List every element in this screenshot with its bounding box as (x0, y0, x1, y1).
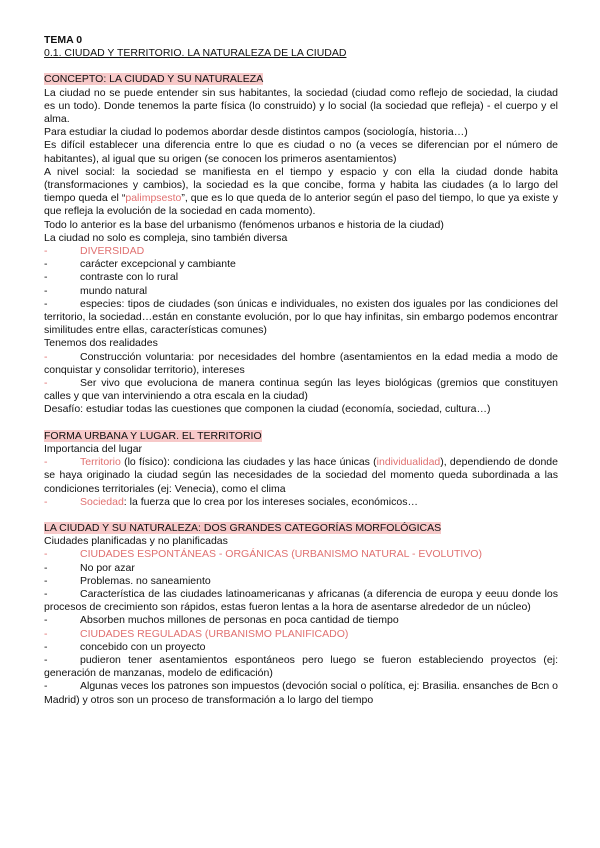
paragraph-part: ”, que es lo que queda de lo anterior según el paso del tiempo, lo que ya existe y que refleja la evolución de la sociedad en cada momento). (44, 192, 558, 218)
paragraph: La ciudad no se puede entender sin sus habitantes, la sociedad (ciudad como reflejo de sociedad, la ciudad es un todo). Donde tenemos la parte física (lo construido) y lo social (la sociedad que refleja) - el cuerpo y el alma. (44, 86, 558, 126)
paragraph: Desafío: estudiar todas las cuestiones que componen la ciudad (economía, sociedad, cultura…) (44, 403, 491, 416)
paragraph: Es difícil establecer una diferencia entre lo que es ciudad o no (a veces se diferencian por el número de habitantes), al igual que su origen (se conocen los primeros asentamientos) (44, 139, 558, 165)
paragraph-part: A nivel social: la sociedad se manifiesta en el tiempo y espacio y con ella la ciudad donde habita (transformaciones y cambios), la sociedad es la que concibe, forma y habita las ciudades (a lo largo del tiempo queda el “ (44, 165, 558, 205)
section-heading: FORMA URBANA Y LUGAR. EL TERRITORIO (44, 429, 262, 442)
paragraph: Ciudades planificadas y no planificadas (44, 535, 228, 548)
list-item: - No por azar (44, 561, 135, 574)
list-item: - concebido con un proyecto (44, 640, 206, 653)
section-categorias (44, 522, 558, 707)
list-item: - especies: tipos de ciudades (son únicas e individuales, no existen dos iguales por las condiciones del territorio, la sociedad…están en constante evolución, por lo que hay infinitas, sin embargo podemos encontrar similitudes entre ellas, características comunes) (44, 297, 558, 337)
list-item: - Construcción voluntaria: por necesidades del hombre (asentamientos en la edad media a modo de conquistar y consolidar territorio), intereses (44, 350, 558, 376)
section-concepto (44, 73, 558, 416)
section-heading: CONCEPTO: LA CIUDAD Y SU NATURALEZA (44, 73, 264, 86)
paragraph: Todo lo anterior es la base del urbanismo (fenómenos urbanos e historia de la ciudad) (44, 218, 444, 231)
paragraph: La ciudad no solo es compleja, sino también diversa (44, 231, 288, 244)
list-item: - contraste con lo rural (44, 271, 179, 284)
paragraph (44, 166, 558, 219)
list-item: - CIUDADES ESPONTÁNEAS - ORGÁNICAS (URBANISMO NATURAL - EVOLUTIVO) (44, 548, 482, 561)
list-item: - Sociedad: la fuerza que lo crea por los intereses sociales, económicos… (44, 495, 418, 508)
list-item: - Algunas veces los patrones son impuestos (devoción social o política, ej: Brasilia. ensanches de Bcn o Madrid) y otros son un proceso de transformación a lo largo del tiempo (44, 680, 558, 706)
list-item: - mundo natural (44, 284, 148, 297)
topic-subtitle: 0.1. CIUDAD Y TERRITORIO. LA NATURALEZA DE LA CIUDAD (44, 47, 347, 60)
list-item: - pudieron tener asentamientos espontáneos pero luego se fueron estableciendo proyectos (ej: generación de manzanas, modelo de edificación) (44, 653, 558, 680)
list-item: - DIVERSIDAD (44, 245, 145, 258)
paragraph: Importancia del lugar (44, 442, 143, 455)
highlight-term: palimpsesto (125, 192, 182, 205)
list-item: - Problemas. no saneamiento (44, 574, 211, 587)
list-item: - CIUDADES REGULADAS (URBANISMO PLANIFICADO) (44, 627, 349, 640)
paragraph: Tenemos dos realidades (44, 337, 158, 350)
list-item: - Ser vivo que evoluciona de manera continua según las leyes biológicas (gremios que constituyen calles y que van interviniendo a otra escala en la ciudad) (44, 377, 558, 403)
document-content (44, 34, 558, 707)
list-item: - Territorio (lo físico): condiciona las ciudades y las hace únicas (individualidad), dependiendo de donde se haya originado la ciudad según las necesidades de la sociedad del momento queda subordinada a las condiciones territoriales (ej: Venecia), como el clima (44, 456, 558, 495)
list-item: - carácter excepcional y cambiante (44, 258, 236, 271)
topic-title: TEMA 0 (44, 34, 83, 46)
list-item: - Característica de las ciudades latinoamericanas y africanas (a diferencia de europa y eeuu donde los procesos de crecimiento son rápidos, estas fueron lentas a la hora de asentarse alrededor de un núcleo) (44, 587, 558, 614)
section-forma-urbana (44, 430, 558, 509)
list-item: - Absorben muchos millones de personas en poca cantidad de tiempo (44, 614, 399, 627)
paragraph: Para estudiar la ciudad lo podemos abordar desde distintos campos (sociología, historia…) (44, 126, 468, 139)
section-heading: LA CIUDAD Y SU NATURALEZA: DOS GRANDES CATEGORÍAS MORFOLÓGICAS (44, 521, 442, 534)
